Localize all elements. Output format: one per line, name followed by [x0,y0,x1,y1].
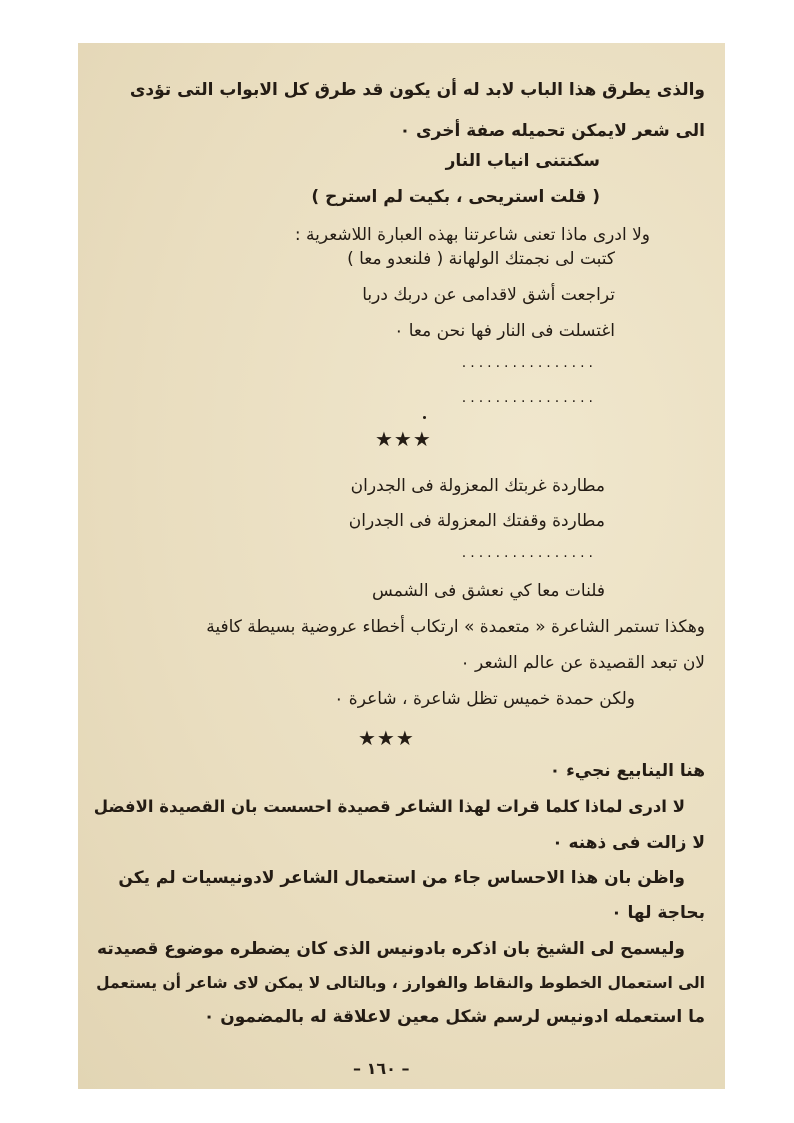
section-separator-2: ★★★ [358,726,415,750]
ellipsis-row-3: ................ [461,545,597,561]
text-line-15: لا ادرى لماذا كلما قرات لهذا الشاعر قصيدة احسست بان القصيدة الافضل [93,797,685,816]
text-line-1: والذى يطرق هذا الباب لابد له أن يكون قد طرق كل الابواب التى تؤدى [129,80,705,100]
text-line-11: فلنات معا كي نعشق فى الشمس [372,581,605,601]
page-number: – ١٦٠ – [353,1059,410,1078]
text-line-8: اغتسلت فى النار فها نحن معا ٠ [394,321,615,341]
text-line-9: مطاردة غربتك المعزولة فى الجدران [350,476,605,496]
text-line-19: وليسمح لى الشيخ بان اذكره بادونيس الذى كان يضطره موضوع قصيدته [97,939,685,959]
ellipsis-row-1: ................ [461,355,597,371]
text-line-7: تراجعت أشق لاقدامى عن دربك دربا [362,285,615,305]
text-line-4: ( قلت استريحى ، بكيت لم استرح ) [311,187,600,207]
ellipsis-row-2: ................ [461,390,597,406]
text-line-2: الى شعر لايمكن تحميله صفة أخرى ٠ [399,121,705,141]
text-line-18: بحاجة لها ٠ [611,903,705,923]
text-line-12: وهكذا تستمر الشاعرة « متعمدة » ارتكاب أخطاء عروضية بسيطة كافية [206,617,705,637]
text-line-20: الى استعمال الخطوط والنقاط والفوارز ، وبالتالى لا يمكن لاى شاعر أن يستعمل [96,974,705,992]
dot-mark [423,416,426,419]
text-line-3: سكنتنى انياب النار [445,151,600,171]
text-line-13: لان تبعد القصيدة عن عالم الشعر ٠ [460,653,705,673]
section-heading: هنا الينابيع نجيء ٠ [549,761,705,781]
text-line-6: كتبت لى نجمتك الولهانة ( فلنعدو معا ) [347,249,615,269]
text-line-10: مطاردة وقفتك المعزولة فى الجدران [348,511,605,531]
text-line-17: واظن بان هذا الاحساس جاء من استعمال الشاعر لادونيسيات لم يكن [118,868,685,888]
text-line-16: لا زالت فى ذهنه ٠ [552,833,705,853]
text-line-21: ما استعمله ادونيس لرسم شكل معين لاعلاقة له بالمضمون ٠ [203,1007,705,1027]
text-line-5: ولا ادرى ماذا تعنى شاعرتنا بهذه العبارة اللاشعرية : [294,225,650,245]
scanned-page [78,43,725,1089]
section-separator-1: ★★★ [375,427,432,451]
text-line-14: ولكن حمدة خميس تظل شاعرة ، شاعرة ٠ [334,689,635,709]
